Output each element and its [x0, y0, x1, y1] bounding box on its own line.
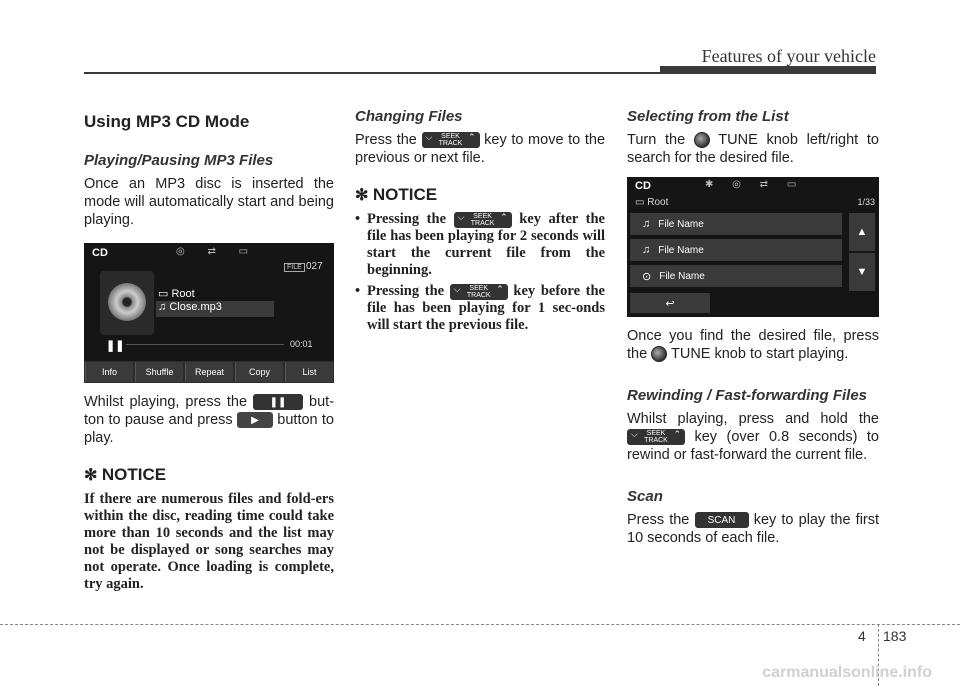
- subtitle-scan: Scan: [627, 488, 663, 505]
- seek-track-key-icon: ⌵ SEEK TRACK ⌃: [450, 284, 508, 300]
- notice-star-icon: ✻: [84, 467, 102, 484]
- back-icon: ↩: [630, 293, 710, 313]
- screen-song-name: Close.mp3: [169, 301, 222, 313]
- disc-icon: [108, 283, 146, 321]
- list-screen-image: [627, 177, 879, 317]
- music-note-icon: ♫: [642, 218, 651, 230]
- notice-title-1: ✻ NOTICE: [84, 465, 167, 484]
- screen-mode-label: CD: [92, 247, 108, 259]
- list-item: ♫ File Name: [630, 213, 842, 235]
- notice-text-1: If there are numerous files and fold-ers within the disc, reading time could take more than 10 seconds and the list may not be displayed or song searches may not operate. Once loading is complete, try again.: [84, 491, 334, 592]
- column-1: [84, 108, 334, 593]
- folder-icon: ▭: [635, 197, 648, 208]
- list-item: ♫ File Name: [630, 239, 842, 261]
- play-circle-icon: ⊙: [642, 270, 652, 283]
- shuffle-button: Shuffle: [135, 362, 183, 382]
- play-key-icon: ▶: [237, 412, 273, 428]
- paragraph-pause-play: Whilst playing, press the ❚❚ but-ton to pause and press ▶ button to play.: [84, 394, 335, 446]
- paragraph-press-knob: Once you find the desired file, press the TUNE knob to start playing.: [627, 328, 879, 362]
- screen-file-number: 027: [306, 261, 323, 272]
- music-note-icon: ♫: [158, 301, 170, 313]
- list-button: List: [285, 362, 333, 382]
- list-item: ⊙ File Name: [630, 265, 842, 287]
- folder-icon: ▭: [158, 288, 172, 300]
- music-note-icon: ♫: [642, 244, 651, 256]
- watermark: carmanualsonline.info: [762, 664, 932, 681]
- header-rule: [84, 72, 876, 74]
- screen-status-icons: ◎ ⇄ ▭: [176, 246, 259, 257]
- header-title: Features of your vehicle: [701, 46, 876, 66]
- screen-folder-row: [158, 287, 195, 300]
- column-2: [355, 108, 605, 338]
- list-screen-mode: CD: [635, 180, 651, 192]
- list-screen-page: 1/33: [857, 197, 875, 207]
- scan-key-icon: SCAN: [695, 512, 749, 528]
- repeat-button: Repeat: [185, 362, 233, 382]
- tune-knob-icon: [694, 132, 710, 148]
- subtitle-playing-pausing: Playing/Pausing MP3 Files: [84, 152, 274, 169]
- info-button: Info: [85, 362, 133, 382]
- screen-file-tag: FILE: [284, 263, 305, 272]
- paragraph-changing-files: Press the ⌵ SEEK TRACK ⌃ key to move to the previous or next file.: [355, 132, 606, 166]
- pause-icon: ❚❚: [106, 340, 125, 352]
- paragraph-rewinding: Whilst playing, press and hold the ⌵ SEEK TRACK ⌃ key (over 0.8 seconds) to rewind or fast-forward the current file.: [627, 411, 879, 463]
- tune-knob-icon: [651, 346, 667, 362]
- screen-folder-name: Root: [171, 288, 195, 300]
- notice-title-2: ✻ NOTICE: [355, 185, 438, 204]
- page-number: 183: [883, 628, 907, 644]
- list-screen-folder: ▭ Root: [635, 197, 669, 208]
- section-title: Using MP3 CD Mode: [84, 112, 250, 131]
- subtitle-selecting-list: Selecting from the List: [627, 108, 789, 125]
- screen-time: 00:01: [290, 339, 313, 349]
- copy-button: Copy: [235, 362, 283, 382]
- notice-star-icon: ✻: [355, 187, 373, 204]
- screen-button-bar: [84, 361, 334, 383]
- pause-key-icon: ❚❚: [253, 394, 303, 410]
- progress-bar: [126, 344, 284, 345]
- paragraph-mp3-start: Once an MP3 disc is inserted the mode will automatically start and being playing.: [84, 176, 334, 228]
- scroll-up-icon: ▲: [849, 213, 875, 251]
- seek-track-key-icon: ⌵ SEEK TRACK ⌃: [422, 132, 480, 148]
- scroll-down-icon: ▼: [849, 253, 875, 291]
- cd-screen-image: [84, 243, 334, 383]
- chapter-number: 4: [858, 628, 866, 644]
- seek-track-key-icon: ⌵ SEEK TRACK ⌃: [627, 429, 685, 445]
- notice-bullet-2: • Pressing the ⌵ SEEK TRACK ⌃ key before the file has been playing for 1 sec-onds will start the previous file.: [355, 283, 605, 333]
- screen-song-row: [156, 301, 274, 317]
- disc-artwork: [100, 271, 154, 335]
- notice-bullet-1: • Pressing the ⌵ SEEK TRACK ⌃ key after the file has been playing for 2 seconds will start the current file from the beginning.: [355, 211, 605, 278]
- subtitle-rewinding: Rewinding / Fast-forwarding Files: [627, 387, 868, 404]
- subtitle-changing-files: Changing Files: [355, 108, 463, 125]
- column-3: [627, 108, 879, 547]
- footer-rule: [0, 624, 960, 625]
- list-screen-status-icons: ✱ ◎ ⇄ ▭: [705, 179, 805, 190]
- seek-track-key-icon: ⌵ SEEK TRACK ⌃: [454, 212, 512, 228]
- paragraph-turn-knob: Turn the TUNE knob left/right to search for the desired file.: [627, 132, 879, 166]
- paragraph-scan: Press the SCAN key to play the first 10 seconds of each file.: [627, 512, 880, 546]
